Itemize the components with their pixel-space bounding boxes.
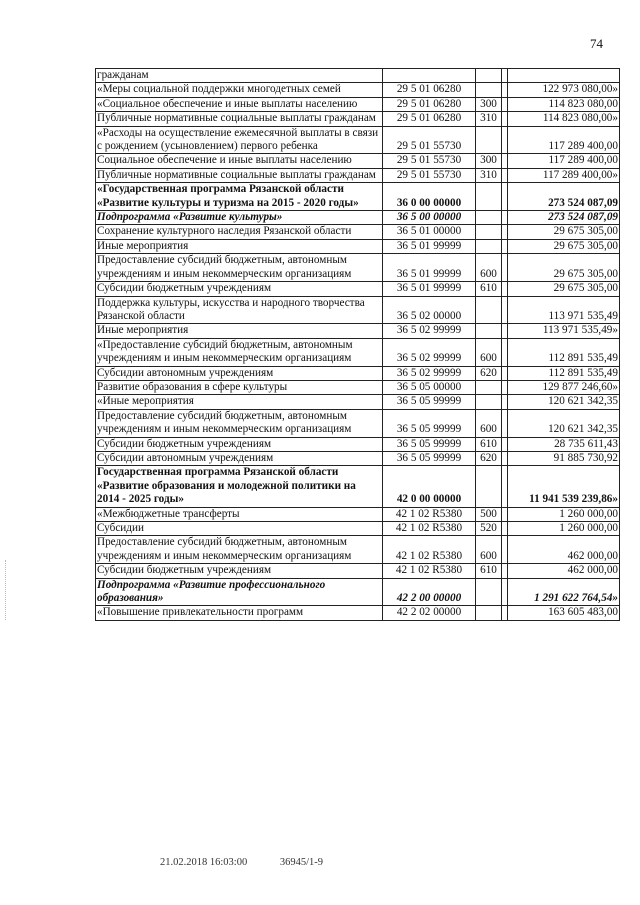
row-name-cell: «Меры социальной поддержки многодетных семей: [96, 83, 383, 97]
row-target-article-cell: 36 5 00 00000: [383, 211, 476, 225]
row-expense-type-cell: 610: [476, 437, 502, 451]
row-expense-type-cell: [476, 296, 502, 324]
row-name-cell: Иные мероприятия: [96, 324, 383, 338]
table-row: [96, 69, 620, 83]
row-target-article-cell: 29 5 01 06280: [383, 112, 476, 126]
row-name-cell: «Предоставление субсидий бюджетным, автономным учреждениям и иным некоммерческим организациям: [96, 338, 383, 366]
row-target-article-cell: 42 1 02 R5380: [383, 536, 476, 564]
row-expense-type-cell: [476, 69, 502, 83]
row-name-cell: Социальное обеспечение и иные выплаты населению: [96, 154, 383, 168]
margin-mark: [5, 560, 10, 620]
row-name-cell: гражданам: [96, 69, 383, 83]
row-amount-cell: 1 291 622 764,54»: [508, 578, 620, 606]
row-target-article-cell: 29 5 01 06280: [383, 97, 476, 111]
row-target-article-cell: 36 5 05 00000: [383, 380, 476, 394]
row-expense-type-cell: 600: [476, 254, 502, 282]
table-row: [96, 239, 620, 253]
table-row: [96, 83, 620, 97]
table-row: [96, 112, 620, 126]
table-row: [96, 97, 620, 111]
row-expense-type-cell: 520: [476, 522, 502, 536]
row-expense-type-cell: 310: [476, 168, 502, 182]
row-amount-cell: 91 885 730,92: [508, 451, 620, 465]
row-amount-cell: 29 675 305,00: [508, 239, 620, 253]
row-expense-type-cell: [476, 395, 502, 409]
table-row: [96, 564, 620, 578]
table-row: [96, 225, 620, 239]
row-amount-cell: 29 675 305,00: [508, 225, 620, 239]
row-amount-cell: 117 289 400,00: [508, 154, 620, 168]
row-name-cell: «Иные мероприятия: [96, 395, 383, 409]
row-target-article-cell: 36 5 01 99999: [383, 254, 476, 282]
row-amount-cell: 112 891 535,49: [508, 366, 620, 380]
row-target-article-cell: 42 1 02 R5380: [383, 564, 476, 578]
table-row: [96, 211, 620, 225]
row-target-article-cell: 36 5 02 99999: [383, 324, 476, 338]
row-name-cell: Публичные нормативные социальные выплаты гражданам: [96, 112, 383, 126]
table-row: [96, 168, 620, 182]
row-amount-cell: 462 000,00: [508, 536, 620, 564]
row-name-cell: Подпрограмма «Развитие культуры»: [96, 211, 383, 225]
row-target-article-cell: 42 1 02 R5380: [383, 507, 476, 521]
table-row: [96, 254, 620, 282]
row-target-article-cell: 36 5 05 99999: [383, 395, 476, 409]
row-amount-cell: 114 823 080,00»: [508, 112, 620, 126]
budget-table: [95, 68, 620, 621]
row-name-cell: Субсидии автономным учреждениям: [96, 366, 383, 380]
table-row: [96, 606, 620, 620]
row-amount-cell: 163 605 483,00: [508, 606, 620, 620]
table-row: [96, 183, 620, 211]
table-row: [96, 366, 620, 380]
row-name-cell: Иные мероприятия: [96, 239, 383, 253]
table-row: [96, 380, 620, 394]
row-target-article-cell: 36 5 05 99999: [383, 451, 476, 465]
row-expense-type-cell: 620: [476, 366, 502, 380]
row-target-article-cell: 29 5 01 55730: [383, 168, 476, 182]
row-expense-type-cell: 600: [476, 409, 502, 437]
table-row: [96, 522, 620, 536]
budget-table-body: [96, 69, 620, 621]
row-target-article-cell: 42 0 00 00000: [383, 466, 476, 507]
row-name-cell: «Повышение привлекательности программ: [96, 606, 383, 620]
table-row: [96, 409, 620, 437]
row-amount-cell: 1 260 000,00: [508, 507, 620, 521]
table-row: [96, 578, 620, 606]
row-target-article-cell: 36 5 02 99999: [383, 366, 476, 380]
row-expense-type-cell: 600: [476, 338, 502, 366]
row-expense-type-cell: [476, 380, 502, 394]
row-expense-type-cell: 610: [476, 282, 502, 296]
row-target-article-cell: 42 2 02 00000: [383, 606, 476, 620]
row-name-cell: «Социальное обеспечение и иные выплаты населению: [96, 97, 383, 111]
page-number: 74: [590, 36, 603, 51]
row-target-article-cell: 36 5 02 00000: [383, 296, 476, 324]
row-name-cell: Публичные нормативные социальные выплаты гражданам: [96, 168, 383, 182]
table-row: [96, 126, 620, 154]
row-amount-cell: 28 735 611,43: [508, 437, 620, 451]
row-target-article-cell: 29 5 01 55730: [383, 126, 476, 154]
table-row: [96, 437, 620, 451]
row-amount-cell: 11 941 539 239,86»: [508, 466, 620, 507]
row-expense-type-cell: [476, 211, 502, 225]
row-amount-cell: 273 524 087,09: [508, 211, 620, 225]
row-target-article-cell: 29 5 01 06280: [383, 83, 476, 97]
row-target-article-cell: 36 0 00 00000: [383, 183, 476, 211]
row-expense-type-cell: [476, 466, 502, 507]
row-expense-type-cell: [476, 324, 502, 338]
row-target-article-cell: 36 5 01 00000: [383, 225, 476, 239]
row-expense-type-cell: [476, 225, 502, 239]
row-amount-cell: 462 000,00: [508, 564, 620, 578]
row-expense-type-cell: 620: [476, 451, 502, 465]
table-row: [96, 451, 620, 465]
row-name-cell: Государственная программа Рязанской области «Развитие образования и молодежной политики на 2014 - 2025 годы»: [96, 466, 383, 507]
row-target-article-cell: 42 2 00 00000: [383, 578, 476, 606]
row-name-cell: Развитие образования в сфере культуры: [96, 380, 383, 394]
row-name-cell: Сохранение культурного наследия Рязанской области: [96, 225, 383, 239]
row-name-cell: Субсидии бюджетным учреждениям: [96, 282, 383, 296]
row-amount-cell: 117 289 400,00: [508, 126, 620, 154]
row-amount-cell: 114 823 080,00: [508, 97, 620, 111]
table-row: [96, 466, 620, 507]
table-row: [96, 395, 620, 409]
row-expense-type-cell: [476, 126, 502, 154]
row-expense-type-cell: [476, 606, 502, 620]
row-amount-cell: 117 289 400,00»: [508, 168, 620, 182]
row-target-article-cell: 36 5 02 99999: [383, 338, 476, 366]
row-name-cell: «Государственная программа Рязанской области «Развитие культуры и туризма на 2015 - 2020 годы»: [96, 183, 383, 211]
row-amount-cell: 120 621 342,35: [508, 395, 620, 409]
table-row: [96, 296, 620, 324]
footer-doc-code: 36945/1-9: [279, 857, 324, 868]
row-name-cell: «Межбюджетные трансферты: [96, 507, 383, 521]
row-expense-type-cell: [476, 83, 502, 97]
row-amount-cell: 120 621 342,35: [508, 409, 620, 437]
table-row: [96, 282, 620, 296]
row-name-cell: Поддержка культуры, искусства и народного творчества Рязанской области: [96, 296, 383, 324]
row-amount-cell: 1 260 000,00: [508, 522, 620, 536]
row-target-article-cell: 36 5 05 99999: [383, 409, 476, 437]
row-expense-type-cell: 610: [476, 564, 502, 578]
row-expense-type-cell: [476, 239, 502, 253]
row-amount-cell: 113 971 535,49»: [508, 324, 620, 338]
row-name-cell: Субсидии бюджетным учреждениям: [96, 564, 383, 578]
row-expense-type-cell: 600: [476, 536, 502, 564]
row-target-article-cell: 29 5 01 55730: [383, 154, 476, 168]
row-name-cell: Предоставление субсидий бюджетным, автономным учреждениям и иным некоммерческим организациям: [96, 409, 383, 437]
row-target-article-cell: 36 5 01 99999: [383, 282, 476, 296]
row-name-cell: Предоставление субсидий бюджетным, автономным учреждениям и иным некоммерческим организациям: [96, 254, 383, 282]
row-name-cell: «Расходы на осуществление ежемесячной выплаты в связи с рождением (усыновлением) первого ребенка: [96, 126, 383, 154]
row-amount-cell: 122 973 080,00»: [508, 83, 620, 97]
row-expense-type-cell: 310: [476, 112, 502, 126]
row-amount-cell: 112 891 535,49: [508, 338, 620, 366]
table-row: [96, 507, 620, 521]
row-expense-type-cell: 300: [476, 97, 502, 111]
row-amount-cell: 29 675 305,00: [508, 282, 620, 296]
row-name-cell: Субсидии: [96, 522, 383, 536]
row-name-cell: Предоставление субсидий бюджетным, автономным учреждениям и иным некоммерческим организациям: [96, 536, 383, 564]
row-expense-type-cell: 500: [476, 507, 502, 521]
footer-timestamp: 21.02.2018 16:03:00: [160, 857, 248, 868]
table-row: [96, 324, 620, 338]
row-name-cell: Подпрограмма «Развитие профессионального образования»: [96, 578, 383, 606]
row-amount-cell: 273 524 087,09: [508, 183, 620, 211]
row-amount-cell: 129 877 246,60»: [508, 380, 620, 394]
table-row: [96, 536, 620, 564]
row-target-article-cell: 42 1 02 R5380: [383, 522, 476, 536]
row-target-article-cell: 36 5 01 99999: [383, 239, 476, 253]
row-name-cell: Субсидии бюджетным учреждениям: [96, 437, 383, 451]
row-amount-cell: 113 971 535,49: [508, 296, 620, 324]
row-name-cell: Субсидии автономным учреждениям: [96, 451, 383, 465]
row-expense-type-cell: [476, 578, 502, 606]
row-amount-cell: [508, 69, 620, 83]
row-amount-cell: 29 675 305,00: [508, 254, 620, 282]
row-target-article-cell: 36 5 05 99999: [383, 437, 476, 451]
footer: [160, 857, 353, 868]
table-row: [96, 154, 620, 168]
row-target-article-cell: [383, 69, 476, 83]
table-row: [96, 338, 620, 366]
row-expense-type-cell: [476, 183, 502, 211]
row-expense-type-cell: 300: [476, 154, 502, 168]
